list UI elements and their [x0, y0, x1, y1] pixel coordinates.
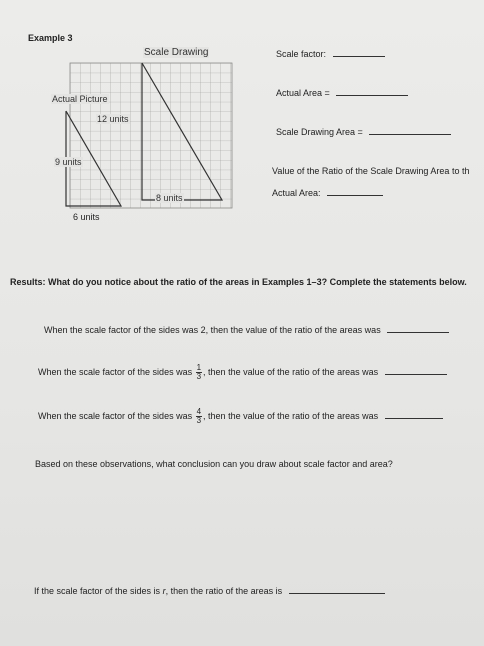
- result-line-1-blank[interactable]: [387, 332, 449, 333]
- actual-area-blank[interactable]: [336, 95, 408, 96]
- bottom-label: 6 units: [73, 212, 100, 222]
- conclusion-question: Based on these observations, what conclusion can you draw about scale factor and area?: [35, 459, 393, 469]
- results-text: What do you notice about the ratio of the areas in Examples 1–3? Complete the statements below.: [45, 277, 467, 287]
- scale-factor-blank[interactable]: [333, 56, 385, 57]
- result-line-2: [38, 364, 447, 381]
- actual-area2-blank[interactable]: [327, 195, 383, 196]
- actual-area-question: [276, 88, 408, 98]
- scale-factor-question: [276, 49, 385, 59]
- fraction-denominator: 3: [196, 372, 202, 381]
- small-side-label: 9 units: [55, 157, 82, 167]
- fraction-numerator: 1: [196, 363, 202, 372]
- fraction-one-third: [196, 364, 202, 381]
- result-line-2-blank[interactable]: [385, 374, 447, 375]
- results-label: Results:: [10, 277, 46, 287]
- actual-area2-text: Actual Area:: [272, 188, 321, 198]
- scale-drawing-area-question: [276, 127, 451, 137]
- scale-drawing-area-blank[interactable]: [369, 134, 451, 135]
- result-line-1-text: When the scale factor of the sides was 2, then the value of the ratio of the areas was: [44, 325, 381, 335]
- actual-area-text: Actual Area =: [276, 88, 330, 98]
- final-text-a: If the scale factor of the sides is: [34, 586, 163, 596]
- fraction-numerator: 4: [196, 407, 202, 416]
- result-line-3-text-b: , then the value of the ratio of the areas was: [203, 410, 379, 421]
- actual-picture-label: Actual Picture: [52, 94, 108, 104]
- large-bottom-label: 8 units: [156, 193, 183, 203]
- scale-drawing-label: Scale Drawing: [144, 47, 209, 58]
- scale-factor-text: Scale factor:: [276, 49, 327, 59]
- final-variable: r: [162, 586, 166, 596]
- result-line-3-text-a: When the scale factor of the sides was: [38, 410, 193, 421]
- results-heading: [10, 277, 467, 287]
- result-line-3: [38, 408, 443, 425]
- example-title: Example 3: [28, 33, 73, 43]
- final-statement: [34, 586, 385, 596]
- result-line-2-text-b: , then the value of the ratio of the areas was: [203, 366, 379, 377]
- result-line-1: [44, 325, 449, 335]
- ratio-question: Value of the Ratio of the Scale Drawing Area to th: [272, 166, 470, 176]
- result-line-3-blank[interactable]: [385, 418, 443, 419]
- fraction-four-thirds: [196, 408, 202, 425]
- result-line-2-text-a: When the scale factor of the sides was: [38, 366, 193, 377]
- fraction-denominator: 3: [196, 416, 202, 425]
- scale-drawing-grid: [70, 63, 232, 208]
- actual-area2-question: [272, 188, 383, 198]
- final-blank[interactable]: [289, 593, 385, 594]
- small-top-label: 12 units: [97, 114, 129, 124]
- final-text-b: , then the ratio of the areas is: [165, 586, 283, 596]
- scale-drawing-area-text: Scale Drawing Area =: [276, 127, 363, 137]
